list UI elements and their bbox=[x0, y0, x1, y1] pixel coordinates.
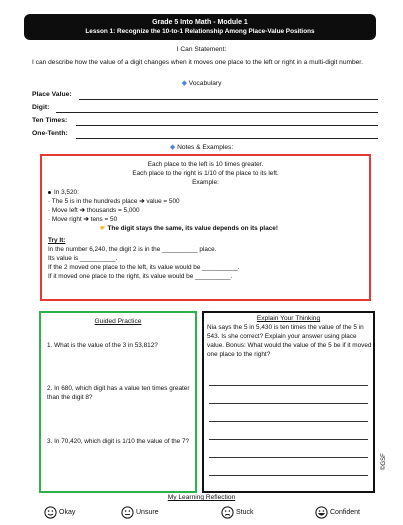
try-question-4[interactable]: If it moved one place to the right, its value would be __________. bbox=[48, 272, 233, 280]
notes-heading bbox=[0, 143, 403, 151]
pointing-hand-icon: ☛ bbox=[100, 224, 106, 232]
notes-box bbox=[40, 154, 371, 301]
notes-title: Notes & Examples: bbox=[177, 144, 234, 151]
statement-text: I can describe how the value of a digit changes when it moves one place to the left or right in a multi-digit number. bbox=[32, 59, 363, 66]
step-result: tens = 50 bbox=[90, 215, 118, 223]
step-result: value = 500 bbox=[146, 198, 180, 206]
answer-line[interactable] bbox=[209, 403, 368, 404]
answer-line[interactable] bbox=[209, 457, 368, 458]
vocab-row-place-value[interactable] bbox=[32, 91, 378, 102]
vocab-term: Ten Times: bbox=[32, 117, 68, 124]
reflection-label: Confident bbox=[330, 509, 360, 516]
vocabulary-heading bbox=[0, 79, 403, 87]
explain-box bbox=[202, 311, 375, 493]
vocab-term: Digit: bbox=[32, 104, 50, 111]
try-label: Try It: bbox=[48, 237, 66, 245]
example-label: Example: bbox=[192, 178, 219, 186]
explain-prompt: Nia says the 5 in 5,430 is ten times the value of the 5 in 543. Is she correct? Explain your answer using place value. Bonus: What would the value of the 5 be if it moved one place to the right? bbox=[207, 324, 372, 358]
answer-line[interactable] bbox=[209, 385, 368, 386]
guided-question-1[interactable]: 1. What is the value of the 3 in 53,812? bbox=[47, 342, 158, 349]
vocab-term: Place Value: bbox=[32, 91, 72, 98]
arrow-right-icon: ➔ bbox=[83, 215, 89, 223]
stuck-face-icon bbox=[221, 506, 234, 519]
guided-practice-box bbox=[39, 311, 197, 493]
unsure-face-icon bbox=[121, 506, 134, 519]
try-question-1[interactable]: In the number 6,240, the digit 2 is in the __________ place. bbox=[48, 246, 217, 254]
step-text: Move left bbox=[51, 206, 78, 214]
example-number: In 3,520: bbox=[54, 189, 79, 197]
lesson-header bbox=[24, 14, 376, 40]
module-title: Grade 5 Into Math - Module 1 bbox=[152, 19, 248, 26]
vocabulary-title: Vocabulary bbox=[188, 80, 222, 87]
answer-line[interactable] bbox=[76, 138, 378, 139]
try-question-2[interactable]: Its value is __________. bbox=[48, 254, 118, 262]
example-step-1: · The 5 is in the hundreds place ➔ value = 500 bbox=[48, 198, 180, 206]
answer-line[interactable] bbox=[209, 439, 368, 440]
reflection-option-unsure[interactable] bbox=[121, 506, 159, 519]
explain-title: Explain Your Thinking bbox=[256, 315, 321, 322]
try-question-3[interactable]: If the 2 moved one place to the left, its value would be __________. bbox=[48, 263, 240, 271]
rule-right: Each place to the right is 1/10 of the place to its left. bbox=[132, 169, 279, 177]
vocab-row-ten-times[interactable] bbox=[32, 117, 378, 128]
answer-line[interactable] bbox=[76, 125, 378, 126]
reflection-option-confident[interactable] bbox=[315, 506, 360, 519]
example-step-3: · Move right ➔ tens = 50 bbox=[48, 215, 118, 223]
arrow-right-icon: ➔ bbox=[139, 198, 145, 206]
bullet-icon bbox=[48, 191, 51, 194]
hint-row bbox=[42, 225, 369, 234]
arrow-right-icon: ➔ bbox=[79, 206, 85, 214]
reflection-title: My Learning Reflection bbox=[167, 494, 236, 501]
example-step-2: · Move left ➔ thousands = 5,000 bbox=[48, 206, 140, 214]
guided-question-3[interactable]: 3. In 70,420, which digit is 1/10 the value of the 7? bbox=[47, 438, 190, 445]
step-text: Move right bbox=[51, 215, 82, 223]
step-text: The 5 is in the hundreds place bbox=[51, 198, 138, 206]
okay-face-icon bbox=[44, 506, 57, 519]
answer-line[interactable] bbox=[209, 475, 368, 476]
reflection-label: Unsure bbox=[136, 509, 159, 516]
answer-line[interactable] bbox=[209, 421, 368, 422]
answer-line[interactable] bbox=[56, 112, 378, 113]
diamond-icon: ◆ bbox=[181, 80, 187, 87]
rule-left: Each place to the left is 10 times greater. bbox=[147, 161, 264, 168]
example-number-row bbox=[42, 189, 369, 198]
vocab-row-digit[interactable] bbox=[32, 104, 378, 115]
guided-question-2[interactable]: 2. In 680, which digit has a value ten times greater than the digit 8? bbox=[47, 385, 190, 401]
reflection-option-stuck[interactable] bbox=[221, 506, 254, 519]
statement-title: I Can Statement: bbox=[176, 46, 227, 53]
step-result: thousands = 5,000 bbox=[86, 206, 140, 214]
answer-line[interactable] bbox=[79, 99, 378, 100]
reflection-label: Okay bbox=[59, 509, 76, 516]
reflection-option-okay[interactable] bbox=[44, 506, 75, 519]
vocab-row-one-tenth[interactable] bbox=[32, 130, 378, 141]
reflection-label: Stuck bbox=[236, 509, 254, 516]
lesson-title: Lesson 1: Recognize the 10-to-1 Relationship Among Place-Value Positions bbox=[85, 28, 315, 35]
hint-text: The digit stays the same, its value depends on its place! bbox=[107, 224, 278, 232]
copyright-mark: ©GSF bbox=[381, 453, 387, 470]
vocab-term: One-Tenth: bbox=[32, 130, 68, 137]
diamond-icon: ◆ bbox=[169, 144, 176, 151]
guided-practice-title: Guided Practice bbox=[94, 318, 142, 325]
confident-face-icon bbox=[315, 506, 328, 519]
